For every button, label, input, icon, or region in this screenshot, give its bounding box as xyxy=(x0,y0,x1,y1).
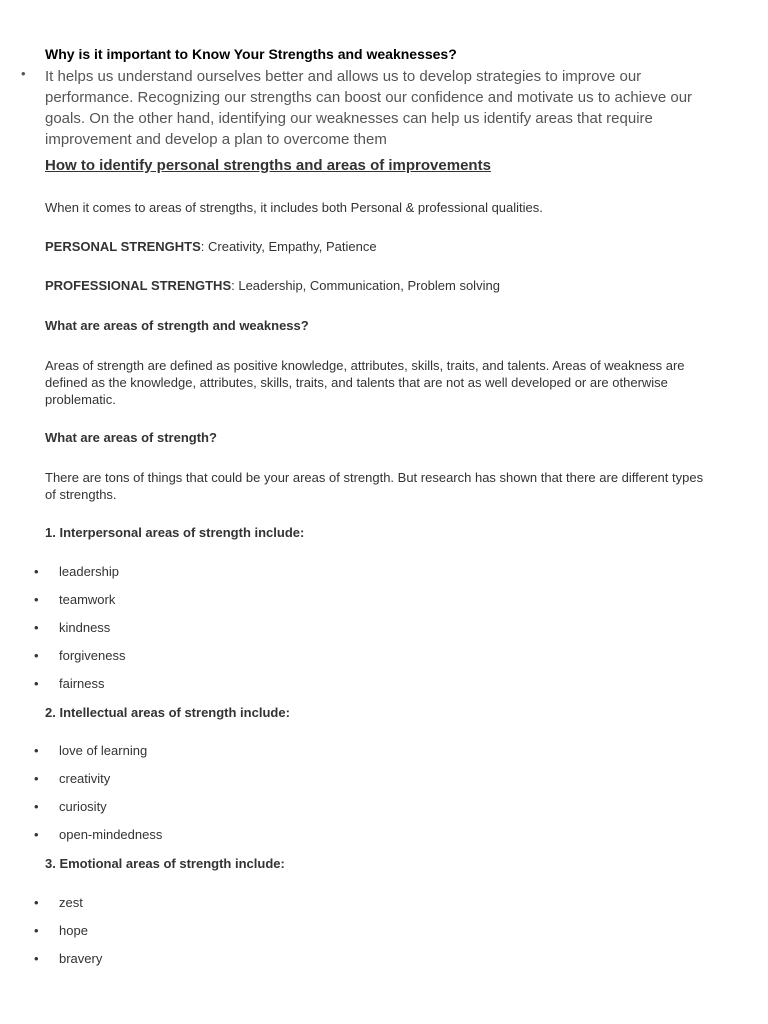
intro-bullet: • xyxy=(21,66,26,81)
intro-paragraph: It helps us understand ourselves better and allows us to develop strategies to improve our performance. Recognizing our strengths can boost our confidence and motivate us to achieve our goals. On the other hand, identifying our weaknesses can help us identify areas that require improvement and develop a plan to overcome them xyxy=(45,68,693,148)
emotional-list xyxy=(34,889,102,973)
list-item: • open-mindedness xyxy=(34,821,162,849)
list-item: • leadership xyxy=(34,558,125,586)
professional-strengths-text: : Leadership, Communication, Problem solving xyxy=(231,278,500,293)
list-item: • fairness xyxy=(34,670,125,698)
list-item: • teamwork xyxy=(34,586,125,614)
areas-intro-paragraph: When it comes to areas of strengths, it includes both Personal & professional qualities. xyxy=(45,200,543,215)
list-item: • love of learning xyxy=(34,737,162,765)
professional-strengths-line xyxy=(45,277,715,294)
list-item: • curiosity xyxy=(34,793,162,821)
list-item: • hope xyxy=(34,917,102,945)
list-item: • forgiveness xyxy=(34,642,125,670)
question-heading-importance: Why is it important to Know Your Strengths and weaknesses? xyxy=(45,46,457,62)
list-item: • kindness xyxy=(34,614,125,642)
section-title-interpersonal: 1. Interpersonal areas of strength include: xyxy=(45,525,305,540)
intellectual-list xyxy=(34,737,162,849)
list-item: • creativity xyxy=(34,765,162,793)
professional-strengths-label: PROFESSIONAL STRENGTHS xyxy=(45,278,232,293)
section-heading-identify: How to identify personal strengths and areas of improvements xyxy=(45,157,491,174)
question-heading-strength-weakness: What are areas of strength and weakness? xyxy=(45,318,309,333)
personal-strengths-line xyxy=(45,238,715,255)
personal-strengths-label: PERSONAL STRENGHTS xyxy=(45,239,201,254)
types-paragraph: There are tons of things that could be your areas of strength. But research has shown that there are different types of strengths. xyxy=(45,470,704,502)
list-item: • zest xyxy=(34,889,102,917)
list-item: • bravery xyxy=(34,945,102,973)
personal-strengths-text: : Creativity, Empathy, Patience xyxy=(200,239,377,254)
section-title-emotional: 3. Emotional areas of strength include: xyxy=(45,856,285,871)
question-heading-areas-of-strength: What are areas of strength? xyxy=(45,430,217,445)
section-title-intellectual: 2. Intellectual areas of strength include: xyxy=(45,705,290,720)
interpersonal-list xyxy=(34,558,125,698)
definition-paragraph: Areas of strength are defined as positive knowledge, attributes, skills, traits, and talents. Areas of weakness are defined as the knowledge, attributes, skills, traits, and talents that are not as well developed or are otherwise problematic. xyxy=(45,358,685,407)
